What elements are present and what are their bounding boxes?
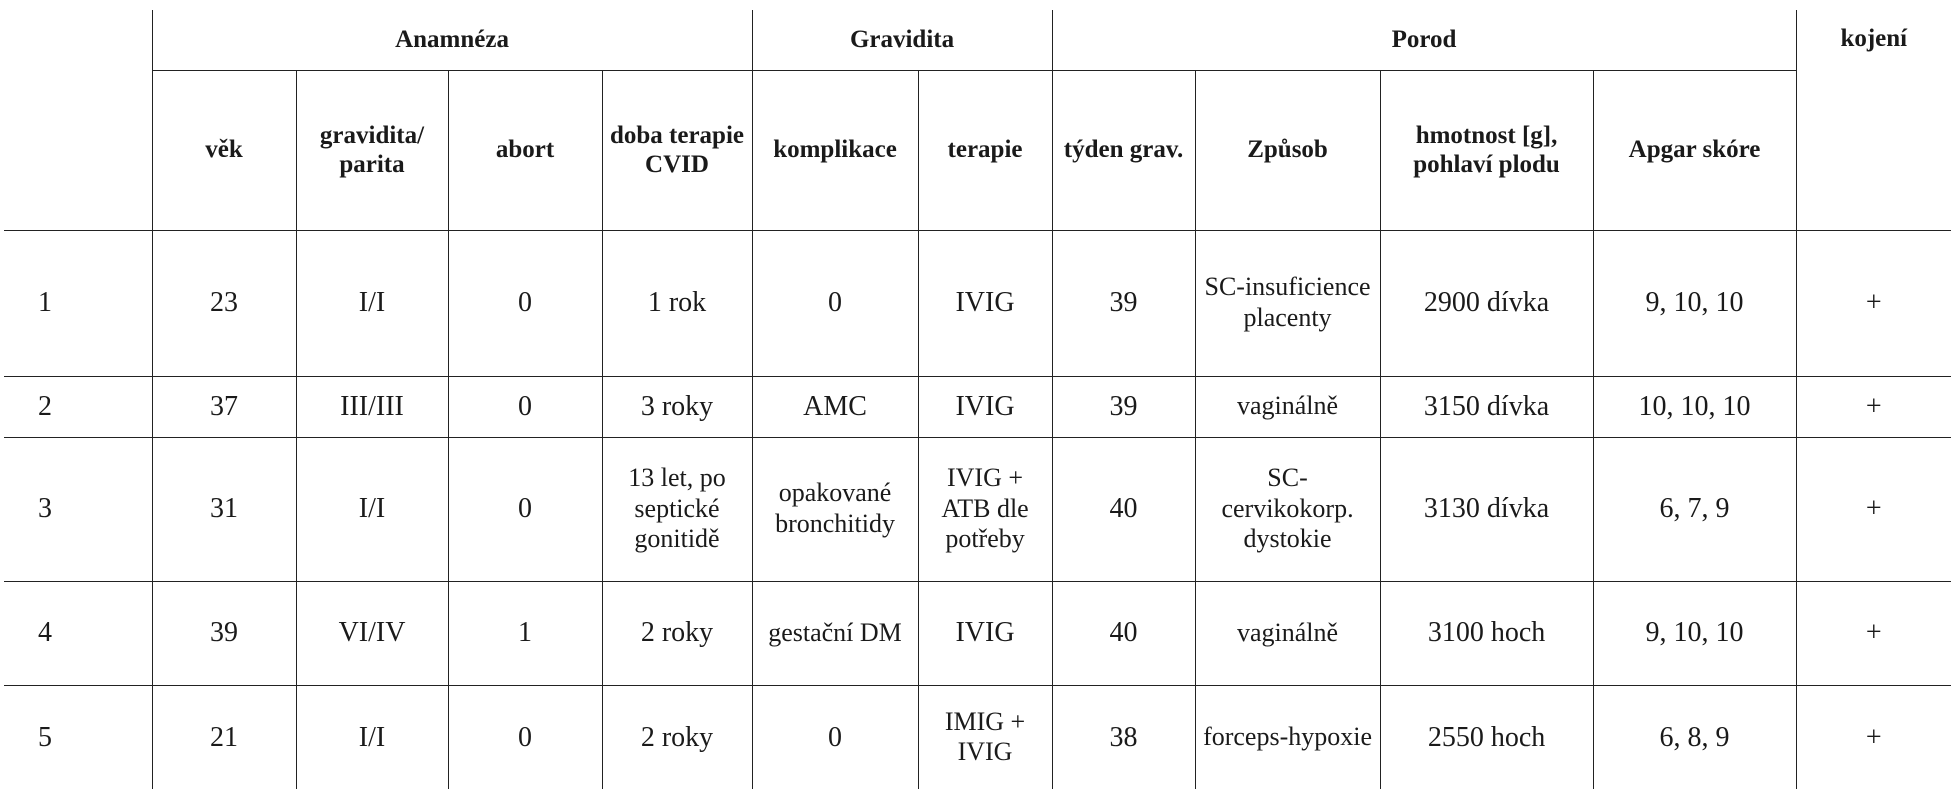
cell-abort: 0 (448, 376, 602, 437)
cell-apgar: 6, 8, 9 (1593, 685, 1796, 789)
cell-kojeni: + (1796, 376, 1951, 437)
cell-abort: 0 (448, 437, 602, 581)
cell-kojeni: + (1796, 685, 1951, 789)
cell-terapie: IVIG (918, 376, 1052, 437)
cell-terapie: IVIG + ATB dle potřeby (918, 437, 1052, 581)
row-number: 1 (4, 230, 152, 376)
cell-komplikace: gestační DM (752, 581, 918, 685)
pregnancy-outcomes-table (4, 10, 1951, 789)
row-number: 4 (4, 581, 152, 685)
cell-vek: 39 (152, 581, 296, 685)
column-header-zpusob: Způsob (1195, 70, 1380, 230)
cell-zpusob: forceps-hypoxie (1195, 685, 1380, 789)
cell-gravidita-parita: III/III (296, 376, 448, 437)
cell-hmotnost: 2900 dívka (1380, 230, 1593, 376)
column-header-row (4, 70, 1951, 230)
table-row (4, 581, 1951, 685)
group-header-row (4, 10, 1951, 70)
cell-hmotnost: 3130 dívka (1380, 437, 1593, 581)
cell-komplikace: 0 (752, 230, 918, 376)
column-header-terapie: terapie (918, 70, 1052, 230)
cell-zpusob: SC-insuficience placenty (1195, 230, 1380, 376)
group-header-porod: Porod (1052, 10, 1796, 70)
column-header-abort: abort (448, 70, 602, 230)
column-header-tyden-grav: týden grav. (1052, 70, 1195, 230)
table-row (4, 376, 1951, 437)
data-table-container (4, 10, 1951, 789)
cell-hmotnost: 3100 hoch (1380, 581, 1593, 685)
cell-kojeni: + (1796, 437, 1951, 581)
group-header-anamneza: Anamnéza (152, 10, 752, 70)
cell-apgar: 10, 10, 10 (1593, 376, 1796, 437)
cell-gravidita-parita: I/I (296, 437, 448, 581)
cell-gravidita-parita: VI/IV (296, 581, 448, 685)
cell-hmotnost: 3150 dívka (1380, 376, 1593, 437)
column-header-gravidita-parita: gravidita/ parita (296, 70, 448, 230)
cell-abort: 1 (448, 581, 602, 685)
cell-tyden-grav: 40 (1052, 581, 1195, 685)
column-header-doba-terapie: doba terapie CVID (602, 70, 752, 230)
cell-zpusob: SC-cervikokorp. dystokie (1195, 437, 1380, 581)
group-header-gravidita: Gravidita (752, 10, 1052, 70)
cell-apgar: 9, 10, 10 (1593, 230, 1796, 376)
table-row (4, 437, 1951, 581)
row-number: 2 (4, 376, 152, 437)
cell-kojeni: + (1796, 581, 1951, 685)
table-row (4, 685, 1951, 789)
cell-terapie: IVIG (918, 581, 1052, 685)
group-header-kojeni: kojení (1796, 10, 1951, 230)
cell-tyden-grav: 40 (1052, 437, 1195, 581)
cell-tyden-grav: 39 (1052, 376, 1195, 437)
cell-doba-terapie: 2 roky (602, 685, 752, 789)
cell-komplikace: 0 (752, 685, 918, 789)
cell-gravidita-parita: I/I (296, 685, 448, 789)
cell-terapie: IMIG + IVIG (918, 685, 1052, 789)
column-header-komplikace: komplikace (752, 70, 918, 230)
column-header-vek: věk (152, 70, 296, 230)
cell-komplikace: opakované bronchitidy (752, 437, 918, 581)
cell-apgar: 9, 10, 10 (1593, 581, 1796, 685)
column-header-hmotnost: hmotnost [g], pohlaví plodu (1380, 70, 1593, 230)
cell-komplikace: AMC (752, 376, 918, 437)
cell-doba-terapie: 1 rok (602, 230, 752, 376)
cell-zpusob: vaginálně (1195, 581, 1380, 685)
table-row (4, 230, 1951, 376)
cell-tyden-grav: 39 (1052, 230, 1195, 376)
cell-doba-terapie: 13 let, po septické gonitidě (602, 437, 752, 581)
cell-abort: 0 (448, 685, 602, 789)
cell-zpusob: vaginálně (1195, 376, 1380, 437)
cell-hmotnost: 2550 hoch (1380, 685, 1593, 789)
cell-abort: 0 (448, 230, 602, 376)
cell-vek: 37 (152, 376, 296, 437)
cell-apgar: 6, 7, 9 (1593, 437, 1796, 581)
cell-gravidita-parita: I/I (296, 230, 448, 376)
cell-kojeni: + (1796, 230, 1951, 376)
cell-vek: 31 (152, 437, 296, 581)
cell-tyden-grav: 38 (1052, 685, 1195, 789)
cell-terapie: IVIG (918, 230, 1052, 376)
row-number: 3 (4, 437, 152, 581)
row-number: 5 (4, 685, 152, 789)
cell-vek: 21 (152, 685, 296, 789)
column-header-apgar: Apgar skóre (1593, 70, 1796, 230)
cell-doba-terapie: 3 roky (602, 376, 752, 437)
header-corner-cell (4, 10, 152, 230)
cell-vek: 23 (152, 230, 296, 376)
cell-doba-terapie: 2 roky (602, 581, 752, 685)
